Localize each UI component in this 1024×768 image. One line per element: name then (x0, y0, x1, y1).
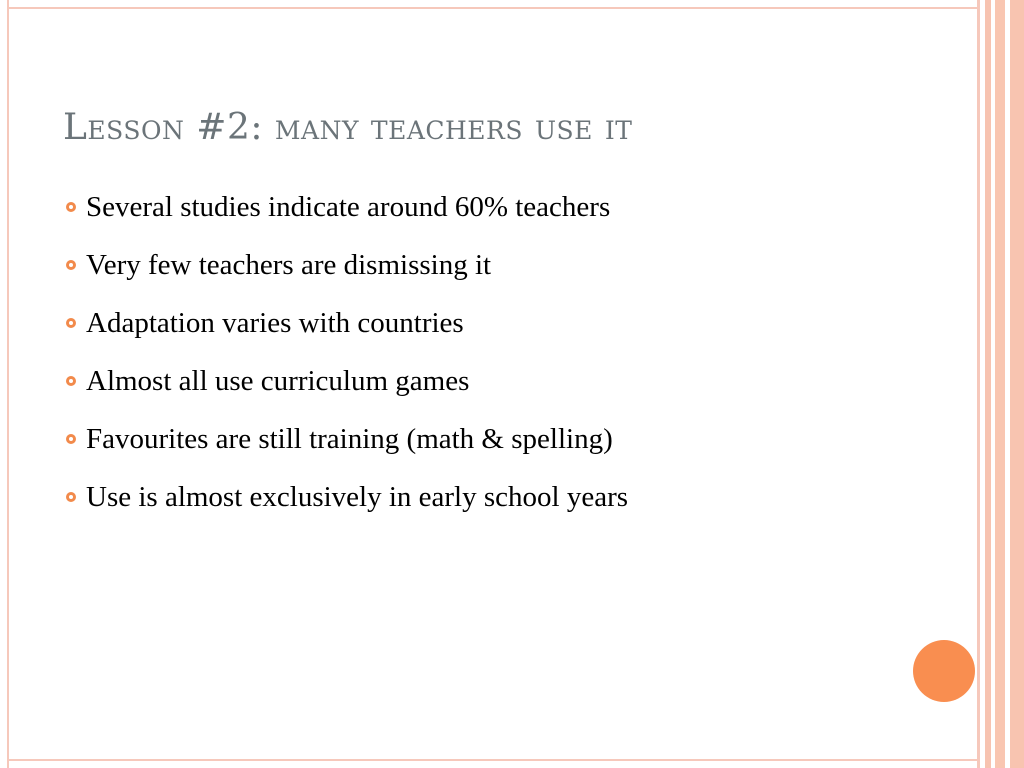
bullet-item (66, 304, 628, 362)
bullet-circle-icon (66, 318, 76, 328)
decorative-stripe (977, 0, 980, 768)
bullet-circle-icon (66, 202, 76, 212)
bullet-text: Almost all use curriculum games (86, 365, 470, 397)
border-line-left (7, 0, 9, 768)
bullet-item (66, 188, 628, 246)
decorative-stripe (995, 0, 1005, 768)
decorative-stripe (985, 0, 991, 768)
border-line-top (7, 7, 979, 9)
bullet-text: Favourites are still training (math & spelling) (86, 423, 613, 455)
bullet-item (66, 420, 628, 478)
bullet-circle-icon (66, 434, 76, 444)
bullet-text: Use is almost exclusively in early school years (86, 481, 629, 513)
bullet-list (66, 188, 628, 536)
bullet-circle-icon (66, 260, 76, 270)
bullet-text: Very few teachers are dismissing it (86, 249, 492, 281)
bullet-circle-icon (66, 376, 76, 386)
bullet-item (66, 478, 628, 536)
bullet-circle-icon (66, 492, 76, 502)
decorative-stripe (1010, 0, 1024, 768)
border-line-bottom (7, 759, 979, 761)
slide-title: Lesson #2: many teachers use it (63, 107, 633, 148)
bullet-text: Adaptation varies with countries (86, 307, 464, 339)
bullet-item (66, 362, 628, 420)
bullet-text: Several studies indicate around 60% teachers (86, 191, 611, 223)
decorative-orange-circle (913, 640, 975, 702)
bullet-item (66, 246, 628, 304)
